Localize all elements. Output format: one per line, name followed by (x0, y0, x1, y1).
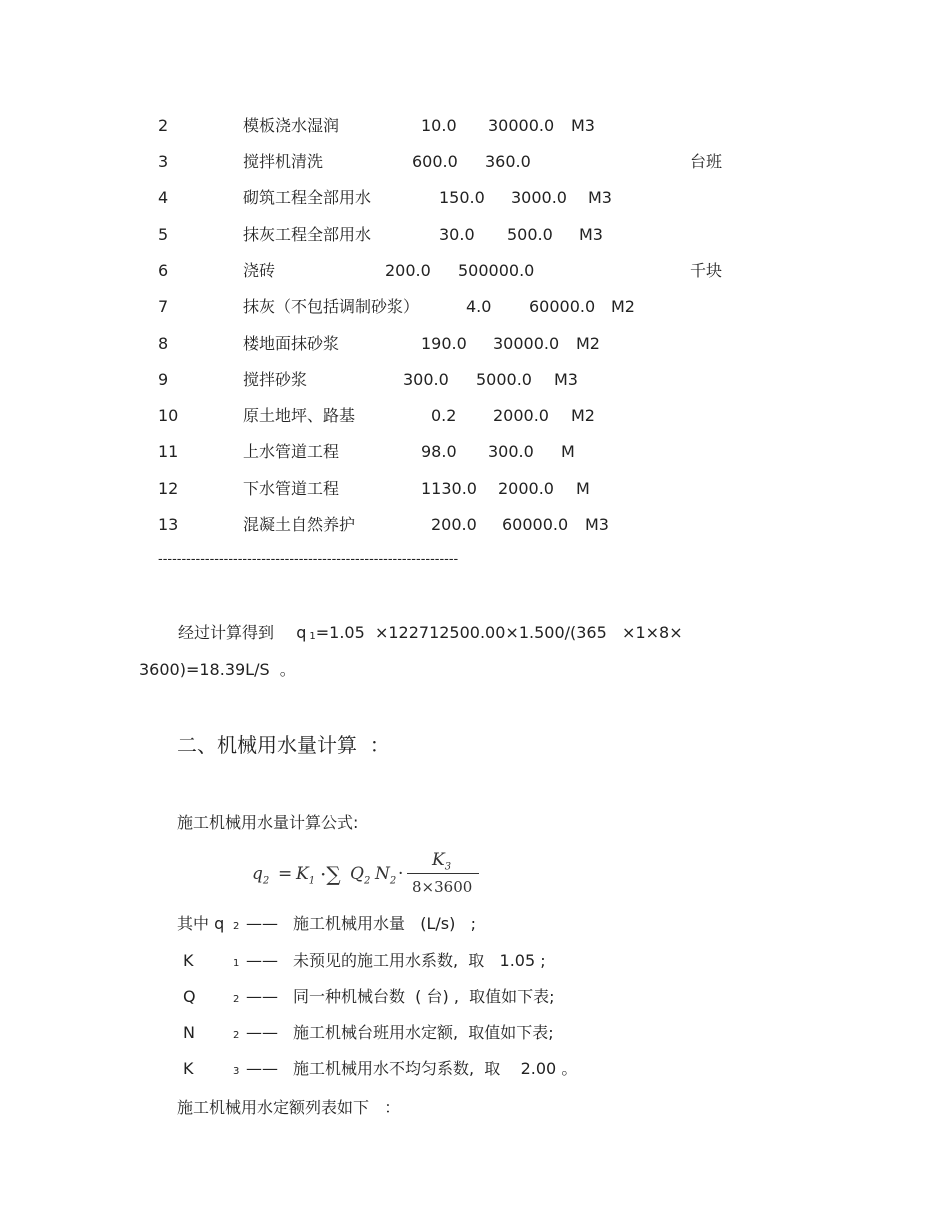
calc-prefix: 经过计算得到 (178, 623, 275, 642)
formula-k1: $K_1$ (296, 864, 316, 887)
row-item-name: 原土地坪、路基 (243, 406, 356, 425)
row-extra-unit: 台班 (690, 152, 723, 171)
row-unit: M3 (588, 188, 612, 207)
row-item-name: 上水管道工程 (243, 442, 340, 461)
row-value-2: 30000.0 (493, 334, 560, 353)
table-separator: ---------------------------------------------------------------- (158, 552, 459, 567)
row-value-1: 1130.0 (421, 479, 477, 498)
definition-dash: —— (246, 951, 278, 970)
row-unit: M (576, 479, 590, 498)
row-item-name: 抹灰工程全部用水 (243, 225, 372, 244)
definition-description: 未预见的施工用水系数, 取 1.05 ; (293, 951, 546, 970)
row-value-2: 500.0 (507, 225, 553, 244)
row-value-2: 60000.0 (502, 515, 569, 534)
row-item-name: 楼地面抹砂浆 (243, 334, 340, 353)
definition-subscript: 2 (233, 1030, 240, 1041)
row-unit: M (561, 442, 575, 461)
definition-description: 施工机械用水量 (L/s) ; (293, 914, 477, 933)
row-value-2: 60000.0 (529, 297, 596, 316)
list-label: 施工机械用水定额列表如下 ： (177, 1098, 401, 1117)
row-unit: M3 (571, 116, 595, 135)
row-number: 5 (158, 225, 169, 244)
definition-symbol: N (183, 1023, 195, 1042)
definition-dash: —— (246, 914, 278, 933)
row-unit: M2 (571, 406, 595, 425)
row-number: 3 (158, 152, 169, 171)
row-value-2: 3000.0 (511, 188, 567, 207)
row-value-1: 10.0 (421, 116, 457, 135)
row-value-2: 2000.0 (493, 406, 549, 425)
formula-denominator: 8×3600 (412, 878, 473, 896)
calc-q-sub: 1 (309, 631, 316, 642)
row-value-1: 0.2 (431, 406, 457, 425)
row-number: 8 (158, 334, 169, 353)
calc-line-2: 3600)=18.39L/S 。 (139, 660, 296, 679)
row-item-name: 浇砖 (243, 261, 276, 280)
definition-subscript: 2 (233, 921, 240, 932)
row-item-name: 搅拌砂浆 (243, 370, 308, 389)
row-extra-unit: 千块 (690, 261, 723, 280)
formula-lhs: $q_2$ (252, 864, 270, 887)
row-unit: M3 (585, 515, 609, 534)
row-value-1: 30.0 (439, 225, 475, 244)
row-number: 4 (158, 188, 169, 207)
row-number: 2 (158, 116, 169, 135)
definition-subscript: 1 (233, 958, 240, 969)
definition-symbol: K (183, 951, 194, 970)
row-item-name: 砌筑工程全部用水 (243, 188, 372, 207)
definition-symbol: Q (183, 987, 196, 1006)
formula-n2: $N_2$ (375, 864, 397, 887)
definition-symbol: 其中 q (177, 914, 225, 933)
row-value-1: 300.0 (403, 370, 449, 389)
calc-line-1 (178, 625, 683, 642)
row-number: 11 (158, 442, 179, 461)
row-value-2: 500000.0 (458, 261, 535, 280)
row-item-name: 下水管道工程 (243, 479, 340, 498)
row-value-2: 360.0 (485, 152, 531, 171)
row-value-1: 200.0 (385, 261, 431, 280)
formula-sum: ·∑ (320, 862, 341, 886)
row-value-1: 200.0 (431, 515, 477, 534)
row-value-2: 2000.0 (498, 479, 554, 498)
row-unit: M2 (576, 334, 600, 353)
formula-equals: = (278, 864, 293, 884)
row-value-2: 30000.0 (488, 116, 555, 135)
definition-subscript: 3 (233, 1066, 240, 1077)
section-title: 二、机械用水量计算 ： (177, 733, 390, 757)
definition-symbol: K (183, 1059, 194, 1078)
formula-q2: $Q_2$ (350, 864, 371, 887)
calc-expression: =1.05 ×122712500.00×1.500/(365 ×1×8× (315, 623, 683, 642)
definition-dash: —— (246, 1023, 278, 1042)
row-value-2: 300.0 (488, 442, 534, 461)
row-item-name: 抹灰（不包括调制砂浆） (243, 297, 420, 316)
formula-dot: · (398, 864, 404, 884)
row-number: 7 (158, 297, 169, 316)
row-value-1: 98.0 (421, 442, 457, 461)
row-value-1: 600.0 (412, 152, 458, 171)
row-value-1: 150.0 (439, 188, 485, 207)
row-value-1: 190.0 (421, 334, 467, 353)
row-item-name: 模板浇水湿润 (243, 116, 340, 135)
definition-description: 施工机械用水不均匀系数, 取 2.00 。 (293, 1059, 578, 1078)
row-number: 13 (158, 515, 179, 534)
row-value-2: 5000.0 (476, 370, 532, 389)
row-number: 12 (158, 479, 179, 498)
row-item-name: 搅拌机清洗 (243, 152, 324, 171)
row-item-name: 混凝土自然养护 (243, 515, 356, 534)
formula-label: 施工机械用水量计算公式: (177, 813, 359, 832)
row-number: 6 (158, 261, 169, 280)
row-unit: M3 (554, 370, 578, 389)
row-number: 10 (158, 406, 179, 425)
row-number: 9 (158, 370, 169, 389)
definition-description: 施工机械台班用水定额, 取值如下表; (293, 1023, 554, 1042)
fraction-bar (407, 873, 479, 874)
definition-subscript: 2 (233, 994, 240, 1005)
definition-description: 同一种机械台数 ( 台) , 取值如下表; (293, 987, 555, 1006)
row-value-1: 4.0 (466, 297, 492, 316)
row-unit: M3 (579, 225, 603, 244)
definition-dash: —— (246, 987, 278, 1006)
formula-numerator: $K_3$ (432, 850, 452, 873)
row-unit: M2 (611, 297, 635, 316)
calc-q: q (296, 623, 307, 642)
definition-dash: —— (246, 1059, 278, 1078)
